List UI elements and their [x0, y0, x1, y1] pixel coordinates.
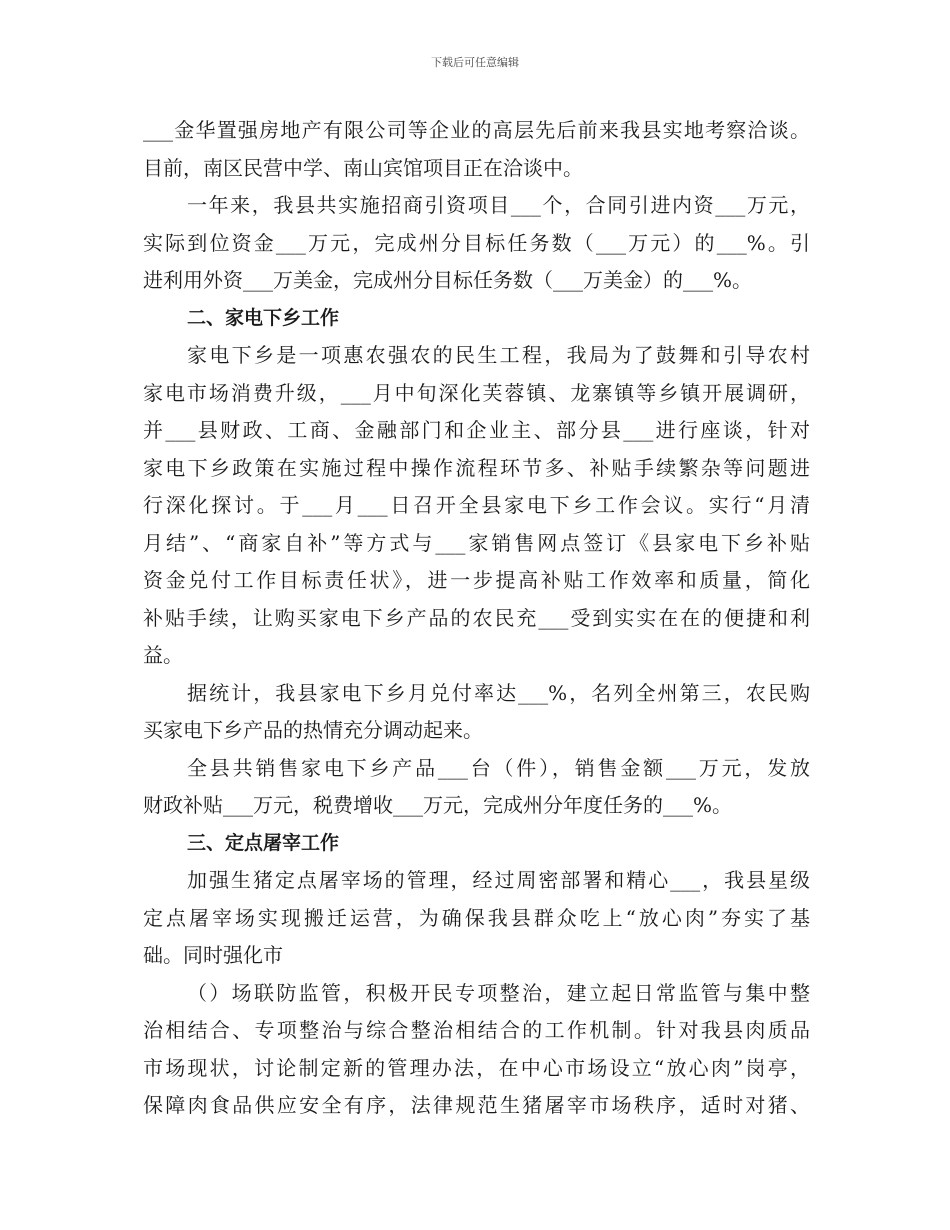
- text-line: 保障肉食品供应安全有序，法律规范生猪屠宰市场秩序，适时对猪、: [143, 1093, 810, 1117]
- text-line: 一年来，我县共实施招商引资项目___个，合同引进内资___万元，: [187, 193, 810, 217]
- text-line: 买家电下乡产品的热情充分调动起来。: [143, 718, 483, 742]
- text-line: 治相结合、专项整治与综合整治相结合的工作机制。针对我县肉质品: [143, 1018, 810, 1042]
- text-line: 目前，南区民营中学、南山宾馆项目正在洽谈中。: [143, 155, 583, 180]
- text-line: 市场现状，讨论制定新的管理办法，在中心市场设立“放心肉”岗亭，: [143, 1055, 810, 1080]
- page-header-note: 下载后可任意编辑: [431, 56, 519, 69]
- section-heading: 三、定点屠宰工作: [187, 831, 340, 854]
- text-line: 家电下乡是一项惠农强农的民生工程，我局为了鼓舞和引导农村: [187, 343, 810, 367]
- text-line: 月结”、“商家自补”等方式与___家销售网点签订《县家电下乡补贴: [143, 530, 810, 555]
- text-line: 进利用外资___万美金，完成州分目标任务数（___万美金）的___%。: [143, 268, 753, 292]
- section-heading: 二、家电下乡工作: [187, 306, 340, 329]
- text-line: 补贴手续，让购买家电下乡产品的农民充___受到实实在在的便捷和利: [143, 605, 810, 630]
- text-line: 家电市场消费升级，___月中旬深化芙蓉镇、龙寨镇等乡镇开展调研，: [143, 380, 810, 405]
- text-line: 据统计，我县家电下乡月兑付率达___%，名列全州第三，农民购: [187, 680, 810, 705]
- text-line: ___金华置强房地产有限公司等企业的高层先后前来我县实地考察洽谈。: [143, 118, 810, 142]
- text-line: 财政补贴___万元，税费增收___万元，完成州分年度任务的___%。: [143, 793, 733, 817]
- text-line: 家电下乡政策在实施过程中操作流程环节多、补贴手续繁杂等问题进: [143, 455, 810, 480]
- text-line: 加强生猪定点屠宰场的管理，经过周密部署和精心___，我县星级: [187, 868, 810, 892]
- text-line: 实际到位资金___万元，完成州分目标任务数（___万元）的___%。引: [143, 230, 810, 255]
- text-line: 并___县财政、工商、金融部门和企业主、部分县___进行座谈，针对: [143, 418, 810, 442]
- text-line: 益。: [143, 643, 183, 667]
- text-line: 定点屠宰场实现搬迁运营，为确保我县群众吃上“放心肉”夯实了基: [143, 905, 810, 930]
- text-line: 资金兑付工作目标责任状》，进一步提高补贴工作效率和质量，简化: [143, 568, 810, 592]
- text-line: （）场联防监管，积极开民专项整治，建立起日常监管与集中整: [187, 980, 810, 1005]
- text-line: 行深化探讨。于___月___日召开全县家电下乡工作会议。实行“月清: [143, 493, 810, 517]
- text-line: 础。同时强化市: [143, 943, 283, 967]
- text-line: 全县共销售家电下乡产品___台（件），销售金额___万元，发放: [187, 755, 810, 780]
- document-body: [143, 112, 810, 1125]
